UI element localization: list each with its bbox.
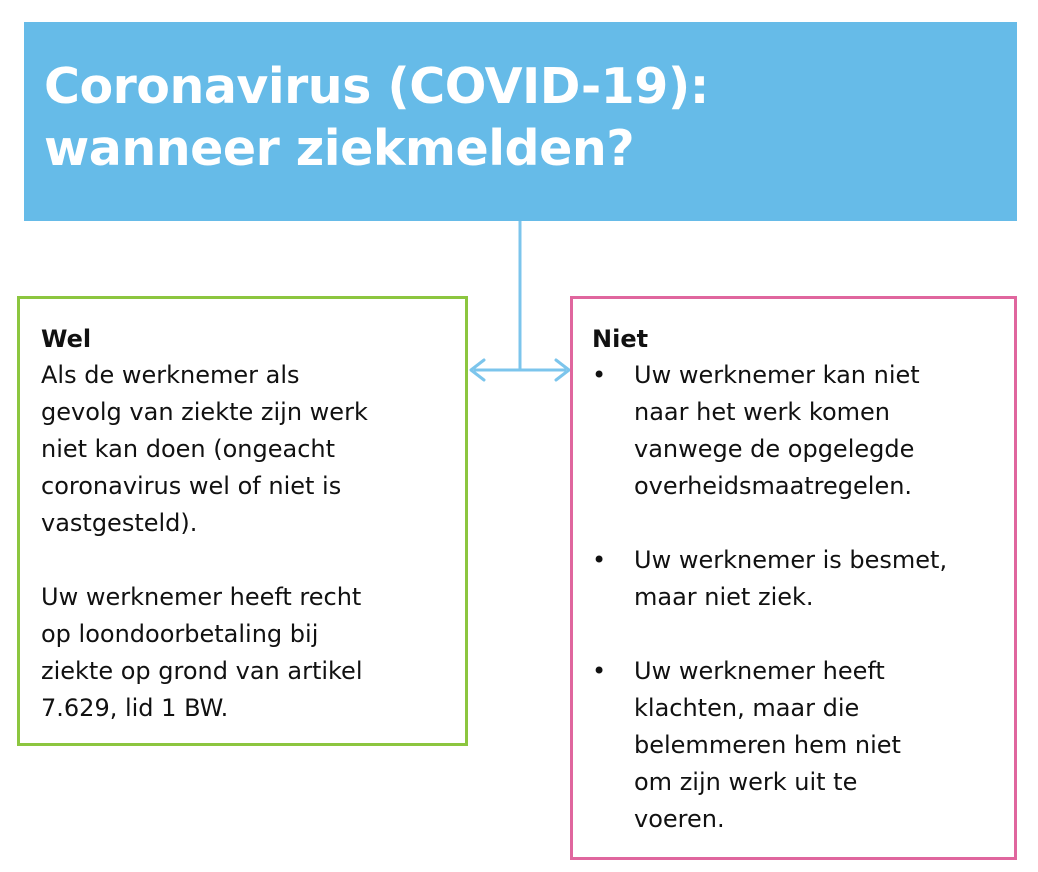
list-item-line: om zijn werk uit te [634,768,858,796]
wel-paragraph-1 [41,357,449,542]
wel-paragraph-1-line: vastgesteld). [41,509,198,537]
title-line-1: Coronavirus (COVID-19): [44,58,709,115]
wel-panel [17,296,468,746]
bullet-icon: • [592,546,607,574]
wel-paragraph-2-line: ziekte op grond van artikel [41,657,363,685]
wel-paragraph-1-line: gevolg van ziekte zijn werk [41,398,368,426]
wel-heading: Wel [41,325,92,353]
list-item [592,653,1004,838]
bullet-icon: • [592,361,607,389]
list-item-line: vanwege de opgelegde [634,435,915,463]
title-line-2: wanneer ziekmelden? [44,120,635,177]
wel-paragraph-2 [41,579,449,727]
bullet-icon: • [592,657,607,685]
niet-bullet-list [592,357,1004,838]
list-item-line: overheidsmaatregelen. [634,472,913,500]
list-item-line: naar het werk komen [634,398,891,426]
wel-paragraph-2-line: 7.629, lid 1 BW. [41,694,229,722]
wel-paragraph-1-line: coronavirus wel of niet is [41,472,342,500]
list-item-line: maar niet ziek. [634,583,814,611]
list-item [592,542,1004,616]
list-item-line: Uw werknemer heeft [634,657,885,685]
wel-paragraph-1-line: niet kan doen (ongeacht [41,435,336,463]
list-item-line: belemmeren hem niet [634,731,901,759]
paragraph-spacer [41,542,449,579]
list-item-line: klachten, maar die [634,694,860,722]
wel-paragraph-2-line: op loondoorbetaling bij [41,620,319,648]
wel-paragraph-2-line: Uw werknemer heeft recht [41,583,362,611]
niet-panel [570,296,1017,860]
niet-heading: Niet [592,325,649,353]
wel-paragraph-1-line: Als de werknemer als [41,361,300,389]
list-item-line: Uw werknemer is besmet, [634,546,948,574]
list-item [592,357,1004,505]
list-item-line: Uw werknemer kan niet [634,361,920,389]
list-item-line: voeren. [634,805,725,833]
